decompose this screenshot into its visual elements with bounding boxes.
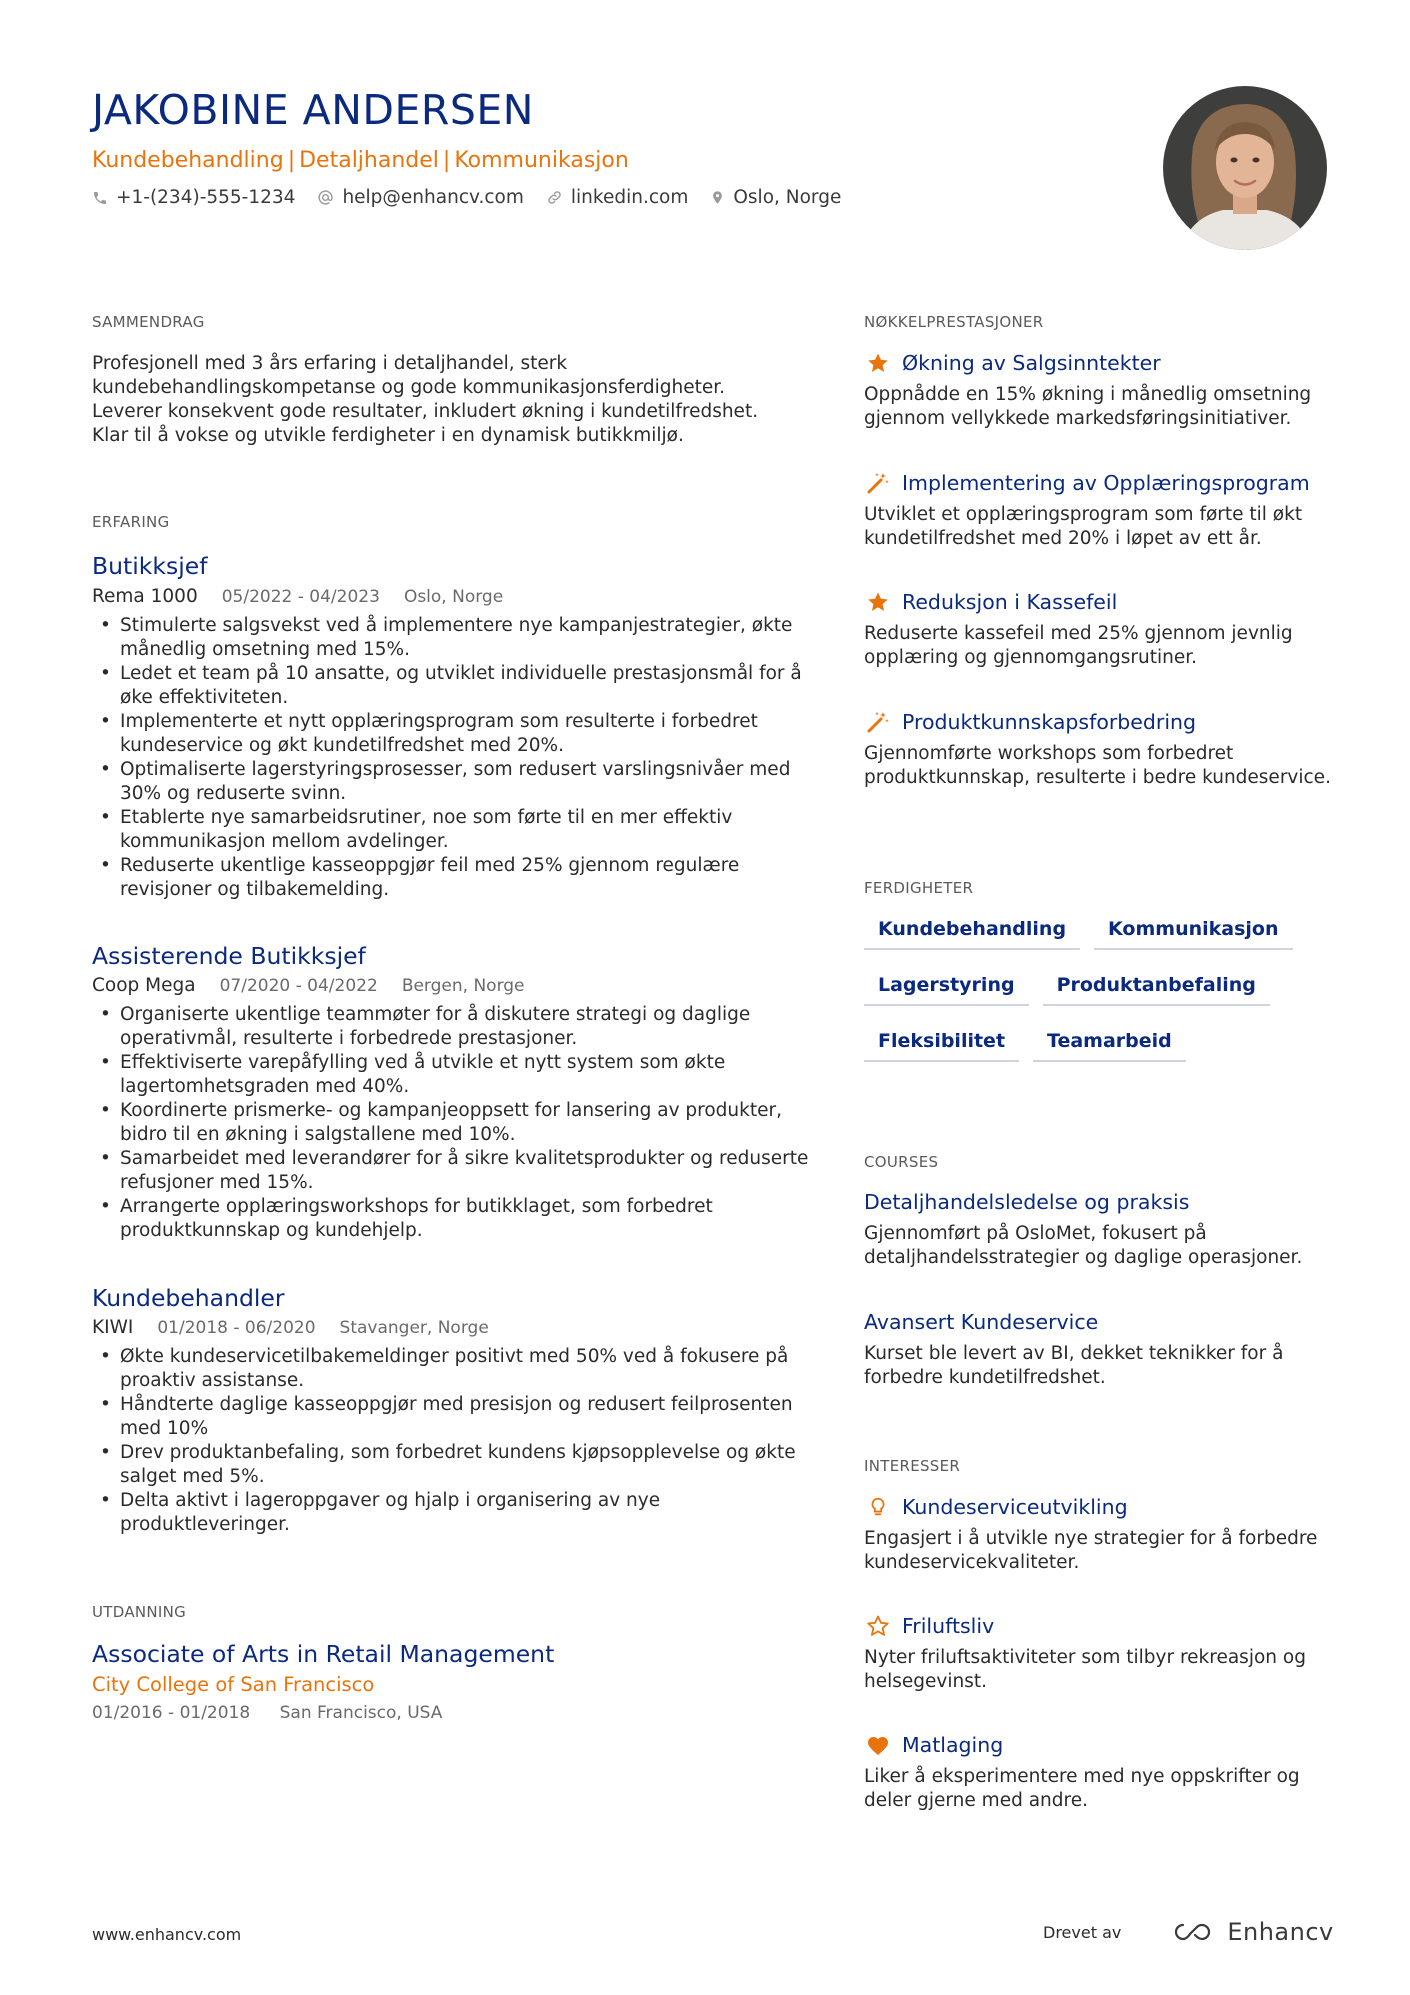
achievement-description: Reduserte kassefeil med 25% gjennom jevnlig opplæring og gjennomgangsrutiner. (864, 623, 1293, 668)
summary-text: Profesjonell med 3 års erfaring i detaljhandel, sterk kundebehandlingskompetanse og gode kommunikasjonsferdigheter. Leverer konsekvent gode resultater, inkludert økning i kundetilfredshet. Klar til å vokse og utvikle ferdigheter i en dynamisk butikkmiljø. (92, 353, 759, 446)
brand-name: Enhancv (1227, 1918, 1334, 1946)
achievement-title: Økning av Salgsinntekter (902, 351, 1161, 375)
skill-tag: Produktanbefaling (1043, 970, 1270, 1006)
brand-logo[interactable] (1169, 1918, 1333, 1946)
achievement-item (864, 348, 1334, 431)
achievement-item (864, 707, 1334, 790)
job-location: Oslo, Norge (403, 587, 504, 607)
achievement-description: Oppnådde en 15% økning i månedlig omsetning gjennom vellykkede markedsføringsinitiativer. (864, 384, 1312, 429)
tagline-item: Kundebehandling (92, 148, 284, 173)
education-dates: 01/2016 - 01/2018 (92, 1703, 251, 1723)
star-icon (864, 349, 892, 377)
location-pin-icon (710, 189, 725, 206)
star-outline-icon (864, 1612, 892, 1640)
star-icon (864, 588, 892, 616)
education-degree: Associate of Arts in Retail Management (92, 1640, 555, 1668)
candidate-name: JAKOBINE ANDERSEN (92, 86, 534, 134)
job-title: Assisterende Butikksjef (92, 942, 366, 970)
bullet-item: • Arrangerte opplæringsworkshops for butikklaget, som forbedret produktkunnskap og kundehjelp. (92, 1195, 812, 1243)
course-description: Kurset ble levert av BI, dekket teknikker for å forbedre kundetilfredshet. (864, 1343, 1284, 1388)
avatar (1163, 86, 1327, 250)
bullet-item: • Koordinerte prismerke- og kampanjeoppsett for lansering av produkter, bidro til en økning i salgstallene med 10%. (92, 1099, 812, 1147)
tagline-item: Detaljhandel (299, 148, 439, 173)
tagline (92, 148, 629, 173)
link-icon (546, 189, 563, 206)
contact-linkedin[interactable] (546, 187, 688, 208)
bullet-item: • Optimaliserte lagerstyringsprosesser, som redusert varslingsnivåer med 30% og reduserte svinn. (92, 758, 812, 806)
contact-email[interactable] (317, 187, 523, 208)
job-bullets (92, 614, 812, 902)
bullet-item: • Økte kundeservicetilbakemeldinger positivt med 50% ved å fokusere på proaktiv assistanse. (92, 1345, 812, 1393)
section-title-summary: SAMMENDRAG (92, 313, 205, 331)
section-title-education: UTDANNING (92, 1603, 187, 1621)
interest-title: Kundeserviceutvikling (902, 1495, 1128, 1519)
skills-list (864, 914, 1334, 1082)
bullet-item: • Implementerte et nytt opplæringsprogram som resulterte i forbedret kundeservice og økt kundetilfredshet med 20%. (92, 710, 812, 758)
education-meta (92, 1703, 442, 1723)
bullet-item: • Organiserte ukentlige teammøter for å diskutere strategi og daglige operativmål, resulterte i forbedrede prestasjoner. (92, 1003, 812, 1051)
bullet-item: • Ledet et team på 10 ansatte, og utviklet individuelle prestasjonsmål for å øke effektiviteten. (92, 662, 812, 710)
course-title: Avansert Kundeservice (864, 1310, 1099, 1334)
tagline-item: Kommunikasjon (454, 148, 629, 173)
interest-title: Matlaging (902, 1733, 1004, 1757)
job-title: Kundebehandler (92, 1284, 285, 1312)
skill-tag: Kundebehandling (864, 914, 1080, 950)
skill-tag: Kommunikasjon (1094, 914, 1292, 950)
job-dates: 07/2020 - 04/2022 (219, 976, 378, 996)
bullet-item: • Stimulerte salgsvekst ved å implementere nye kampanjestrategier, økte månedlig omsetning med 15%. (92, 614, 812, 662)
email-address: help@enhancv.com (342, 187, 524, 208)
section-title-skills: FERDIGHETER (864, 879, 974, 897)
achievement-description: Utviklet et opplæringsprogram som førte til økt kundetilfredshet med 20% i løpet av ett år. (864, 504, 1303, 549)
course-item (864, 1190, 1334, 1270)
magic-wand-icon (864, 708, 892, 736)
section-title-experience: ERFARING (92, 513, 170, 531)
contact-phone[interactable] (92, 187, 295, 208)
job-location: Stavanger, Norge (339, 1318, 489, 1338)
achievement-title: Reduksjon i Kassefeil (902, 590, 1118, 614)
linkedin-url: linkedin.com (570, 187, 689, 208)
section-title-courses: COURSES (864, 1153, 939, 1171)
job-dates: 05/2022 - 04/2023 (221, 587, 380, 607)
phone-number: +1-(234)-555-1234 (116, 187, 296, 208)
interest-item (864, 1730, 1334, 1813)
achievement-item (864, 468, 1334, 551)
course-title: Detaljhandelsledelse og praksis (864, 1190, 1190, 1214)
education-location: San Francisco, USA (279, 1703, 443, 1723)
achievement-title: Produktkunnskapsforbedring (902, 710, 1197, 734)
job-bullets (92, 1003, 812, 1243)
interest-item (864, 1611, 1334, 1694)
job-company: KIWI (92, 1317, 134, 1338)
interest-item (864, 1492, 1334, 1575)
interest-description: Engasjert i å utvikle nye strategier for å forbedre kundeservicekvaliteter. (864, 1528, 1318, 1573)
job-meta (92, 1317, 489, 1338)
job-company: Coop Mega (92, 975, 196, 996)
section-title-interests: INTERESSER (864, 1457, 961, 1475)
skill-tag: Teamarbeid (1033, 1026, 1186, 1062)
footer-website[interactable]: www.enhancv.com (92, 1925, 242, 1944)
skill-tag: Fleksibilitet (864, 1026, 1019, 1062)
bullet-item: • Effektiviserte varepåfylling ved å utvikle et nytt system som økte lagertomhetsgraden med 40%. (92, 1051, 812, 1099)
interest-title: Friluftsliv (902, 1614, 995, 1638)
bullet-item: • Delta aktivt i lageroppgaver og hjalp i organisering av nye produktleveringer. (92, 1489, 812, 1537)
course-description: Gjennomført på OsloMet, fokusert på detaljhandelsstrategier og daglige operasjoner. (864, 1223, 1303, 1268)
job-dates: 01/2018 - 06/2020 (157, 1318, 316, 1338)
section-title-achievements: NØKKELPRESTASJONER (864, 313, 1044, 331)
magic-wand-icon (864, 469, 892, 497)
location-text: Oslo, Norge (733, 187, 842, 208)
interest-description: Liker å eksperimentere med nye oppskrifter og deler gjerne med andre. (864, 1766, 1300, 1811)
education-school: City College of San Francisco (92, 1673, 375, 1696)
bullet-item: • Drev produktanbefaling, som forbedret kundens kjøpsopplevelse og økte salget med 5%. (92, 1441, 812, 1489)
bullet-item: • Samarbeidet med leverandører for å sikre kvalitetsprodukter og reduserte refusjoner med 15%. (92, 1147, 812, 1195)
tagline-separator: | (442, 148, 451, 173)
enhancv-logo-icon (1169, 1920, 1217, 1944)
contact-bar (92, 187, 863, 208)
job-bullets (92, 1345, 812, 1537)
job-company: Rema 1000 (92, 586, 198, 607)
bullet-item: • Etablerte nye samarbeidsrutiner, noe som førte til en mer effektiv kommunikasjon mellom avdelinger. (92, 806, 812, 854)
job-location: Bergen, Norge (401, 976, 525, 996)
interest-description: Nyter friluftsaktiviteter som tilbyr rekreasjon og helsegevinst. (864, 1647, 1306, 1692)
achievement-title: Implementering av Opplæringsprogram (902, 471, 1310, 495)
footer-brand (1043, 1918, 1334, 1946)
contact-location (710, 187, 841, 208)
bullet-item: • Reduserte ukentlige kasseoppgjør feil med 25% gjennom regulære revisjoner og tilbakemelding. (92, 854, 812, 902)
bullet-item: • Håndterte daglige kasseoppgjør med presisjon og redusert feilprosenten med 10% (92, 1393, 812, 1441)
job-title: Butikksjef (92, 552, 208, 580)
tagline-separator: | (287, 148, 296, 173)
job-meta (92, 586, 503, 607)
powered-by-label: Drevet av (1043, 1922, 1122, 1942)
achievement-description: Gjennomførte workshops som forbedret produktkunnskap, resulterte i bedre kundeservice. (864, 743, 1331, 788)
course-item (864, 1310, 1334, 1390)
skill-tag: Lagerstyring (864, 970, 1029, 1006)
heart-icon (864, 1731, 892, 1759)
lightbulb-icon (864, 1493, 892, 1521)
phone-icon (92, 190, 108, 206)
achievement-item (864, 587, 1334, 670)
job-meta (92, 975, 525, 996)
at-sign-icon (317, 189, 334, 206)
